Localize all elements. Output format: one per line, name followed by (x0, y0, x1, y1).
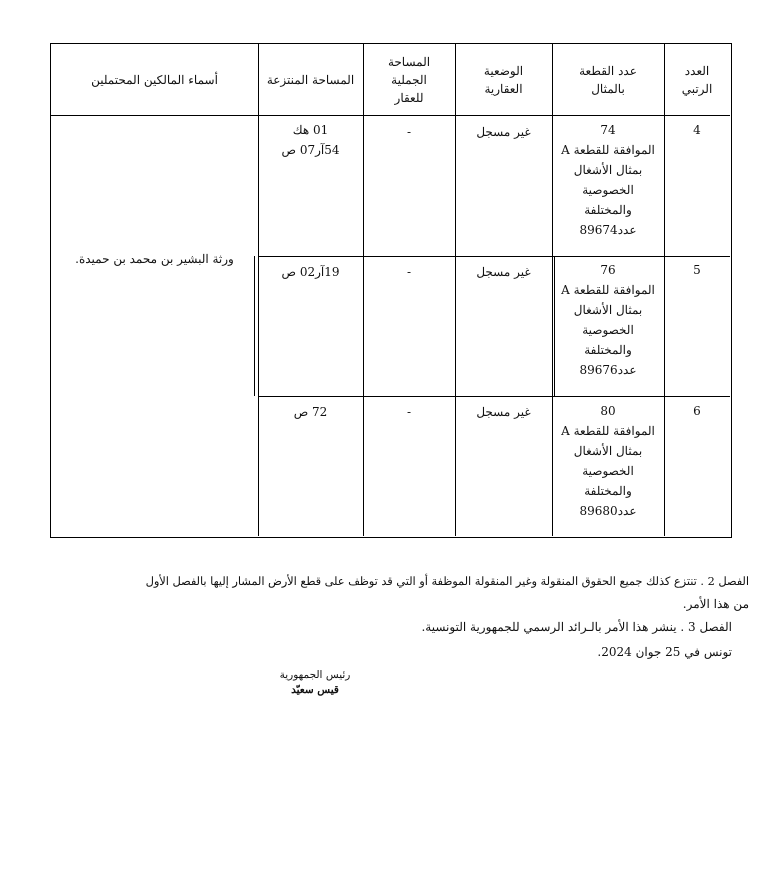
row-plot-number: 74 الموافقة للقطعة A بمثال الأشغال الخصوصية والمختلفة عدد89674 (561, 123, 655, 237)
row-plot-number: 76 الموافقة للقطعة A بمثال الأشغال الخصوصية والمختلفة عدد89676 (561, 263, 655, 377)
header-rank: العدد الرتبي (681, 63, 713, 96)
col-divider (664, 44, 665, 536)
header-expropriated-area: المساحة المنتزعة (266, 72, 355, 87)
row-land-status: غير مسجل (476, 405, 531, 419)
col-divider-double (254, 256, 255, 396)
row-rank: 6 (693, 404, 701, 418)
header-owners: أسماء المالكين المحتملين (91, 72, 218, 87)
header-plot-number: عدد القطعة بالمثال (579, 63, 637, 96)
article-3: الفصل 3 . ينشر هذا الأمر بالـرائد الرسمي للجمهورية التونسية. (421, 620, 732, 634)
row-divider (258, 256, 730, 257)
signature-title: رئيس الجمهورية (279, 669, 351, 681)
owners-cell: ورثة البشير بن محمد بن حميدة. (75, 252, 234, 266)
row-expropriated-area: 19آر02 ص (281, 265, 340, 279)
col-divider (363, 44, 364, 536)
row-rank: 4 (693, 123, 701, 137)
article-2-line-1: الفصل 2 . تنتزع كذلك جميع الحقوق المنقولة وغير المنقولة الموظفة أو التي قد توظف على قطع الأرض المشار إليها بالفصل الأول (145, 575, 749, 588)
signature-name: قيس سعيّد (291, 684, 339, 696)
row-land-status: غير مسجل (476, 265, 531, 279)
row-total-area: - (406, 405, 412, 419)
row-rank: 5 (693, 263, 701, 277)
date-line: تونس في 25 جوان 2024. (597, 645, 732, 659)
header-divider (51, 115, 730, 116)
col-divider (258, 44, 259, 536)
row-total-area: - (406, 265, 412, 279)
article-2-line-2: من هذا الأمر. (682, 597, 749, 611)
row-expropriated-area: 01 هك 54آر07 ص (281, 123, 340, 157)
row-expropriated-area: 72 ص (293, 405, 328, 419)
col-divider (455, 44, 456, 536)
row-plot-number: 80 الموافقة للقطعة A بمثال الأشغال الخصوصية والمختلفة عدد89680 (561, 404, 655, 518)
row-total-area: - (406, 125, 412, 139)
expropriation-table (50, 43, 732, 538)
signature-block (250, 668, 380, 698)
header-total-area: المساحة الجملية للعقار (387, 54, 431, 105)
header-land-status: الوضعية العقارية (483, 63, 524, 96)
row-divider (258, 396, 730, 397)
row-land-status: غير مسجل (476, 125, 531, 139)
